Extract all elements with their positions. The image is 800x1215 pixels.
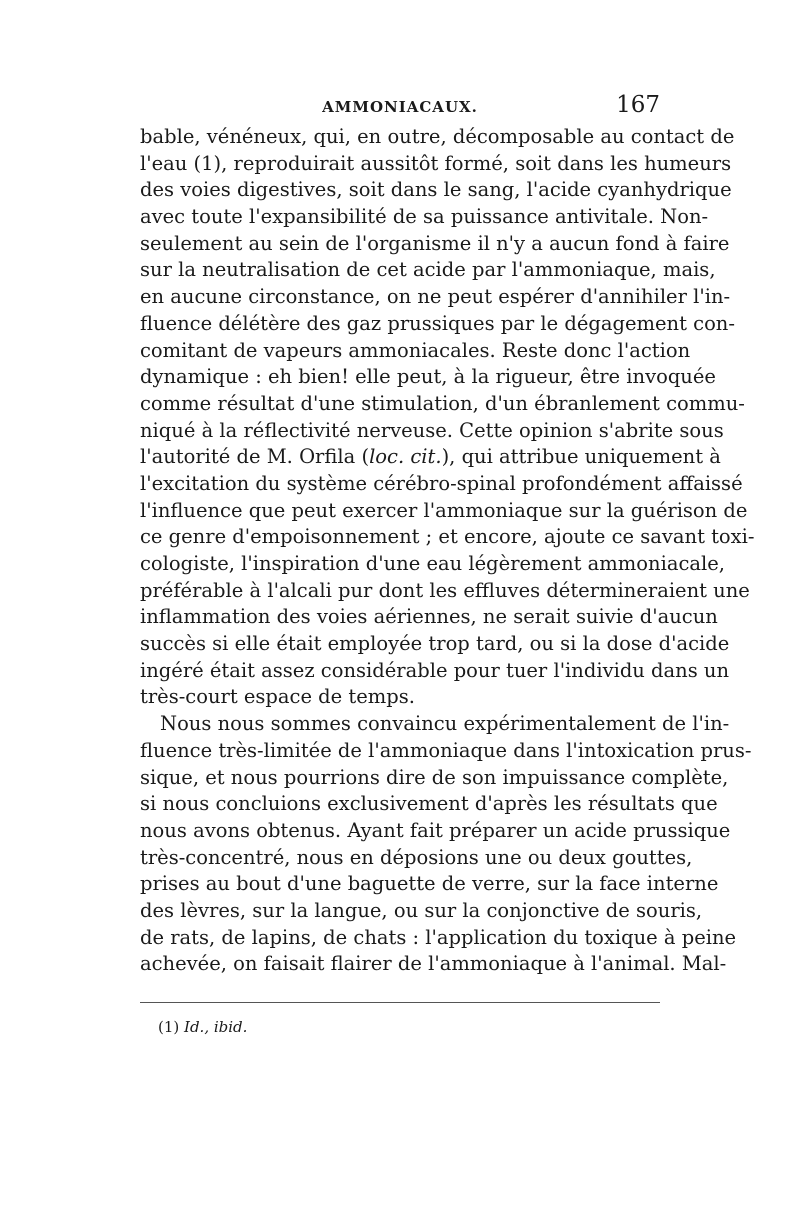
text-line: cologiste, l'inspiration d'une eau légèrement ammoniacale, <box>140 552 725 575</box>
text-line: achevée, on faisait flairer de l'ammoniaque à l'animal. Mal- <box>140 952 727 976</box>
text-line: nous avons obtenus. Ayant fait préparer un acide prussique <box>140 818 731 842</box>
text-line: en aucune circonstance, on ne peut espérer d'annihiler l'in- <box>140 285 731 309</box>
text-line: comme résultat d'une stimulation, d'un ébranlement commu- <box>140 391 745 415</box>
text-line: niqué à la réflectivité nerveuse. Cette opinion s'abrite sous <box>140 418 724 442</box>
text-line: fluence très-limitée de l'ammoniaque dans l'intoxication prus- <box>140 738 752 762</box>
running-head <box>140 92 660 124</box>
text-line: avec toute l'expansibilité de sa puissance antivitale. Non- <box>140 205 709 229</box>
text-line: sique, et nous pourrions dire de son impuissance complète, <box>140 765 729 789</box>
page-number: 167 <box>616 92 660 118</box>
text-line: si nous concluions exclusivement d'après les résultats que <box>140 792 718 816</box>
text-line-orfila <box>140 444 721 471</box>
text-line: succès si elle était employée trop tard, ou si la dose d'acide <box>140 632 730 656</box>
text-line: des voies digestives, soit dans le sang, l'acide cyanhydrique <box>140 178 732 202</box>
text-line: sur la neutralisation de cet acide par l'ammoniaque, mais, <box>140 258 716 282</box>
text-line-paragraph-end: très-court espace de temps. <box>140 685 415 709</box>
footnote-text: Id., ibid. <box>184 1018 248 1036</box>
footnote-marker: (1) <box>158 1018 180 1036</box>
footnote <box>158 1018 247 1036</box>
text-line: inflammation des voies aériennes, ne serait suivie d'aucun <box>140 605 718 629</box>
running-title: AMMONIACAUX. <box>322 98 478 116</box>
text-line: préférable à l'alcali pur dont les effluves détermineraient une <box>140 578 750 602</box>
text-segment: ), qui attribue uniquement à <box>441 445 721 469</box>
text-line: ce genre d'empoisonnement ; et encore, ajoute ce savant toxi- <box>140 525 755 549</box>
text-line: l'excitation du système cérébro-spinal profondément affaissé <box>140 471 743 495</box>
text-line: comitant de vapeurs ammoniacales. Reste donc l'action <box>140 338 691 362</box>
text-line: des lèvres, sur la langue, ou sur la conjonctive de souris, <box>140 898 703 922</box>
body-text <box>140 124 755 978</box>
text-line: prises au bout d'une baguette de verre, sur la face interne <box>140 872 719 896</box>
text-line: bable, vénéneux, qui, en outre, décomposable au contact de <box>140 125 735 148</box>
citation-italic: loc. cit. <box>369 445 442 469</box>
text-segment: l'autorité de M. Orfila ( <box>140 445 370 469</box>
text-line: ingéré était assez considérable pour tuer l'individu dans un <box>140 658 730 682</box>
text-line: de rats, de lapins, de chats : l'application du toxique à peine <box>140 925 737 949</box>
text-line: dynamique : eh bien! elle peut, à la rigueur, être invoquée <box>140 365 716 389</box>
text-line: seulement au sein de l'organisme il n'y a aucun fond à faire <box>140 231 730 255</box>
footnote-rule <box>140 1002 660 1003</box>
text-line: très-concentré, nous en déposions une ou deux gouttes, <box>140 845 693 869</box>
text-line: l'influence que peut exercer l'ammoniaque sur la guérison de <box>140 498 748 522</box>
text-line: l'eau (1), reproduirait aussitôt formé, soit dans les humeurs <box>140 151 732 175</box>
text-line-paragraph-start: Nous nous sommes convaincu expérimentalement de l'in- <box>160 712 730 736</box>
text-line: fluence délétère des gaz prussiques par le dégagement con- <box>140 311 735 335</box>
